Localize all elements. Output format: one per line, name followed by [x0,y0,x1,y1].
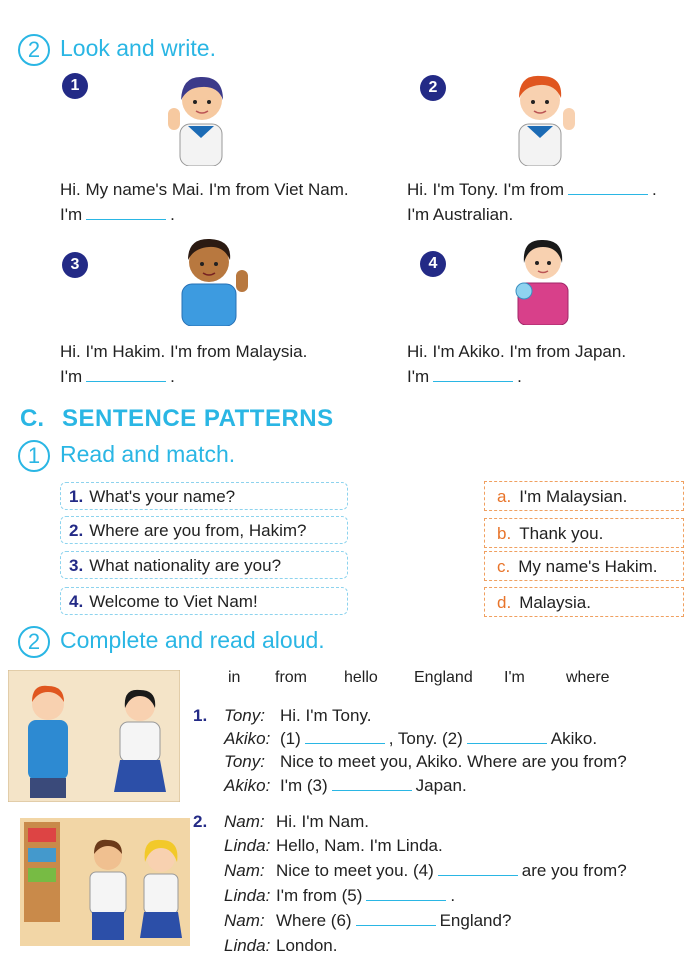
answer-c-letter: c. [497,557,511,576]
dialogue-2-line [224,886,455,906]
mai-illustration [166,68,236,166]
item-4-prefix: I'm [407,367,430,386]
section-title-complete-read: Complete and read aloud. [60,627,325,653]
answer-blank-2[interactable] [467,729,547,744]
item-1-blank[interactable] [86,205,166,220]
dialogue-1-line [224,776,467,796]
line-text: , Tony. (2) [388,729,463,748]
dialogue-2-line [224,911,511,931]
word-bank-item: from [275,669,307,686]
item-2-line-2: I'm Australian. [407,205,514,224]
line-text: (1) [280,729,301,748]
answer-c-text: My name's Hakim. [518,557,658,576]
item-badge-1: 1 [62,73,88,99]
tony-illustration [505,68,577,166]
dialogue-2-line [224,812,369,832]
section-title-read-match: Read and match. [60,441,236,467]
line-text: Where (6) [276,911,352,930]
item-1-line-1: Hi. My name's Mai. I'm from Viet Nam. [60,180,349,199]
section-number-read-match: 1 [18,440,50,472]
hakim-illustration [176,232,252,326]
line-text: Nice to meet you. (4) [276,861,434,880]
line-text: . [450,886,456,905]
answer-d[interactable] [484,587,684,617]
dialogue-2-line [224,861,627,881]
section-number-complete-read: 2 [18,626,50,658]
answer-b-letter: b. [497,524,512,543]
dialogue-1-line [224,706,371,726]
item-badge-4: 4 [420,251,446,277]
word-bank-item: England [414,669,473,686]
nam-linda-scene [20,818,190,946]
dialogue-2-line [224,836,443,856]
item-3-prefix: I'm [60,367,83,386]
speaker: Nam: [224,861,265,880]
question-1-text: What's your name? [89,487,236,506]
item-4-blank[interactable] [433,367,513,382]
akiko-illustration [512,233,574,325]
item-2-prefix: Hi. I'm Tony. I'm from [407,180,564,199]
word-bank-item: hello [344,669,378,686]
question-3-number: 3. [69,556,84,575]
word-bank-item: where [566,669,610,686]
item-badge-2: 2 [420,75,446,101]
answer-a[interactable] [484,481,684,511]
line-text: I'm (3) [280,776,328,795]
section-c-letter: C. [20,405,44,432]
speaker: Linda: [224,836,271,855]
answer-a-letter: a. [497,487,512,506]
section-number-look-write: 2 [18,34,50,66]
item-4-line-1: Hi. I'm Akiko. I'm from Japan. [407,342,627,361]
tony-akiko-scene [8,670,180,802]
item-2-suffix: . [652,180,657,199]
question-1-number: 1. [69,487,84,506]
speaker: Tony: [224,706,265,725]
question-2-text: Where are you from, Hakim? [89,521,307,540]
item-4-suffix: . [517,367,522,386]
line-text: are you from? [521,861,627,880]
question-2-number: 2. [69,521,84,540]
line-text: Japan. [415,776,467,795]
answer-c[interactable] [484,551,684,581]
answer-blank-6[interactable] [356,911,436,926]
item-badge-3: 3 [62,252,88,278]
speaker: Nam: [224,812,265,831]
item-2-blank[interactable] [568,180,648,195]
dialogue-1-number: 1. [193,706,208,725]
dialogue-2-line [224,936,337,956]
question-3-text: What nationality are you? [89,556,282,575]
question-3[interactable] [60,551,348,579]
question-4-number: 4. [69,592,84,611]
answer-b-text: Thank you. [519,524,604,543]
question-1[interactable] [60,482,348,510]
line-text: Akiko. [550,729,598,748]
item-3-line-2 [60,367,175,387]
question-4-text: Welcome to Viet Nam! [89,592,258,611]
speaker: Linda: [224,886,271,905]
dialogue-1-line [224,752,627,772]
speaker: Akiko: [224,776,271,795]
answer-blank-3[interactable] [332,776,412,791]
answer-blank-4[interactable] [438,861,518,876]
question-2[interactable] [60,516,348,544]
item-3-suffix: . [170,367,175,386]
section-title-look-write: Look and write. [60,35,216,61]
item-2-line-1 [407,180,657,200]
answer-blank-5[interactable] [366,886,446,901]
speaker: Linda: [224,936,271,955]
dialogue-2-number: 2. [193,812,208,831]
item-4-line-2 [407,367,522,387]
dialogue-1-line [224,729,597,749]
answer-d-letter: d. [497,593,512,612]
answer-a-text: I'm Malaysian. [519,487,628,506]
question-4[interactable] [60,587,348,615]
section-c-title: SENTENCE PATTERNS [62,405,334,432]
speaker: Tony: [224,752,265,771]
line-text: I'm from (5) [276,886,363,905]
speaker: Nam: [224,911,265,930]
line-text: London. [276,936,338,955]
item-1-suffix: . [170,205,175,224]
item-3-line-1: Hi. I'm Hakim. I'm from Malaysia. [60,342,308,361]
line-text: England? [439,911,512,930]
line-text: Nice to meet you, Akiko. Where are you from? [280,752,627,771]
answer-blank-1[interactable] [305,729,385,744]
answer-b[interactable] [484,518,684,548]
line-text: Hello, Nam. I'm Linda. [276,836,443,855]
speaker: Akiko: [224,729,271,748]
item-1-prefix: I'm [60,205,83,224]
word-bank-item: in [228,669,241,686]
line-text: Hi. I'm Nam. [276,812,369,831]
item-3-blank[interactable] [86,367,166,382]
answer-d-text: Malaysia. [519,593,591,612]
word-bank-item: I'm [504,669,525,686]
line-text: Hi. I'm Tony. [280,706,372,725]
item-1-line-2 [60,205,175,225]
